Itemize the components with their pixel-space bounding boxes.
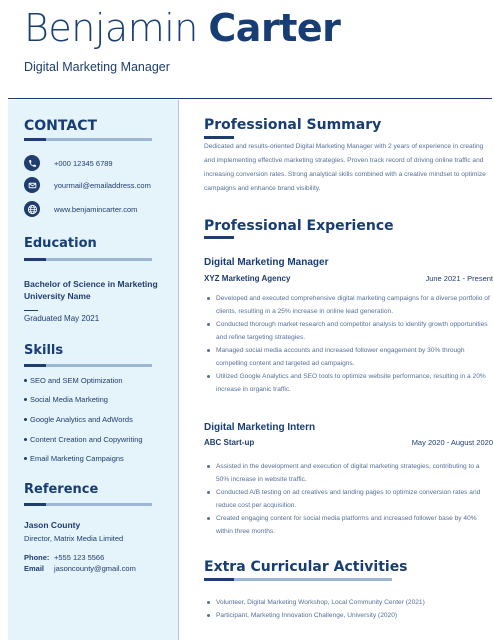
summary-accent-bar (204, 136, 234, 139)
contact-phone[interactable]: +000 12345 6789 (54, 159, 113, 168)
list-item: Conducted thorough market research and competitor analysis to identify growth opportunities and refine targeting strategies. (216, 318, 492, 344)
contact-website[interactable]: www.benjamincarter.com (54, 205, 138, 214)
education-divider (24, 310, 38, 311)
job-dates: May 2020 - August 2020 (411, 438, 493, 447)
reference-email[interactable]: jasoncounty@gmail.com (54, 564, 136, 573)
education-heading: Education (24, 236, 97, 251)
list-item: Conducted A/B testing on ad creatives and landing pages to optimize conversion rates and reduce cost per acquisition. (216, 486, 492, 512)
full-name (24, 8, 340, 49)
job-role: Digital Marketing Manager (204, 257, 329, 268)
job-dates: June 2021 - Present (425, 274, 493, 283)
experience-heading: Professional Experience (204, 218, 394, 234)
email-icon (24, 177, 40, 193)
experience-accent-bar (204, 236, 234, 239)
reference-heading: Reference (24, 482, 99, 497)
main-content (179, 100, 494, 640)
job-bullets (216, 460, 492, 538)
reference-accent-line (46, 503, 152, 506)
reference-accent-bar (24, 503, 46, 506)
summary-text: Dedicated and results-oriented Digital Marketing Manager with 2 years of experience in creating and implementing effective marketing strategies. Proven track record of driving online traffic and increasing conversion rates. Strong analytical skills combined with a creative mindset to optimize campaigns and enhance brand visibility. (204, 143, 486, 192)
activities-list (216, 596, 492, 622)
education-accent-line (46, 258, 152, 261)
contact-heading: CONTACT (24, 118, 98, 134)
job-company: ABC Start-up (204, 438, 255, 447)
summary-heading: Professional Summary (204, 117, 382, 133)
list-item: Utilized Google Analytics and SEO tools to optimize website performance, resulting in a 20% increase in organic traffic. (216, 370, 492, 396)
first-name: Benjamin (24, 6, 198, 50)
sidebar (8, 100, 179, 640)
phone-icon (24, 155, 40, 171)
globe-icon (24, 201, 40, 217)
skill-item: Google Analytics and AdWords (30, 415, 133, 424)
last-name: Carter (208, 6, 341, 50)
skill-item: Social Media Marketing (30, 395, 108, 404)
activities-accent-line (234, 578, 392, 581)
contact-accent-line (46, 138, 152, 141)
skills-accent-line (46, 364, 152, 367)
education-degree: Bachelor of Science in Marketing University Name (24, 279, 158, 301)
reference-phone-label: Phone: (24, 553, 50, 562)
reference-email-label: Email (24, 564, 45, 573)
job-company: XYZ Marketing Agency (204, 274, 291, 283)
list-item: Volunteer, Digital Marketing Workshop, Local Community Center (2021) (216, 596, 492, 609)
activities-heading: Extra Curricular Activities (204, 559, 408, 575)
list-item: Assisted in the development and execution of digital marketing strategies, contributing to a 50% increase in website traffic. (216, 460, 492, 486)
contact-phone-row (24, 155, 113, 171)
contact-accent-bar (24, 138, 46, 141)
contact-email-row (24, 177, 151, 193)
skill-item: SEO and SEM Optimization (30, 376, 123, 385)
reference-company: Director, Matrix Media Limited (24, 534, 124, 543)
header-divider (8, 98, 492, 99)
education-graduated: Graduated May 2021 (24, 314, 100, 323)
reference-name: Jason County (24, 520, 81, 530)
skills-heading: Skills (24, 343, 64, 358)
activities-accent-bar (204, 578, 234, 581)
list-item: Participant, Marketing Innovation Challenge, University (2020) (216, 609, 492, 622)
list-item: Managed social media accounts and increased follower engagement by 30% through compelling content and targeted ad campaigns. (216, 344, 492, 370)
job-role: Digital Marketing Intern (204, 422, 316, 433)
education-accent-bar (24, 258, 46, 261)
job-bullets (216, 292, 492, 396)
contact-website-row (24, 201, 138, 217)
job-title: Digital Marketing Manager (24, 60, 170, 74)
list-item: Developed and executed comprehensive digital marketing campaigns for a diverse portfolio of clients, resulting in a 25% increase in online lead generation. (216, 292, 492, 318)
skill-item: Email Marketing Campaigns (30, 454, 124, 463)
skill-item: Content Creation and Copywriting (30, 435, 143, 444)
contact-email[interactable]: yourmail@emailaddress.com (54, 181, 151, 190)
reference-phone[interactable]: +555 123 5566 (54, 553, 105, 562)
skills-accent-bar (24, 364, 46, 367)
list-item: Created engaging content for social media platforms and increased follower base by 40% within three months. (216, 512, 492, 538)
resume-header (0, 0, 494, 100)
